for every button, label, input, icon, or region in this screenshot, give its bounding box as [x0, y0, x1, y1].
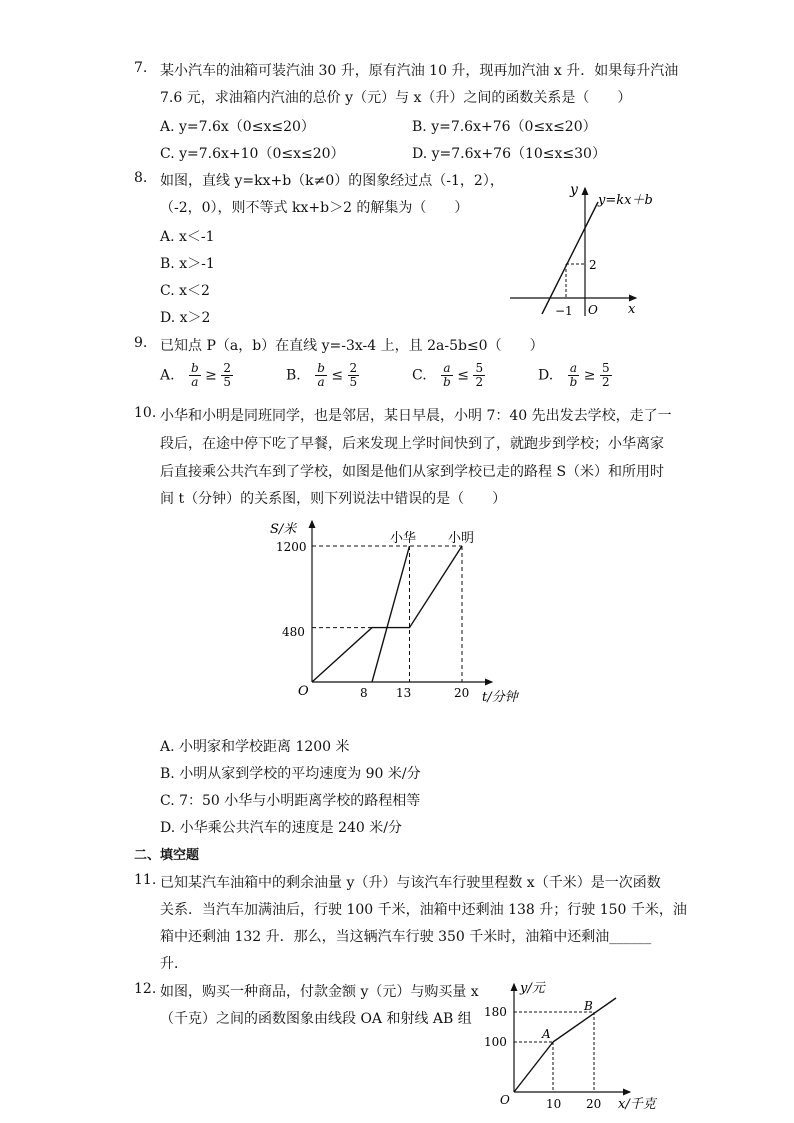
q9-option-a-label: A. — [160, 367, 175, 384]
q10-x-tick-8: 8 — [360, 686, 368, 700]
q12-number: 12. — [134, 981, 157, 997]
q10-option-b: B. 小明从家到学校的平均速度为 90 米/分 — [160, 766, 421, 782]
q9-option-a-relation: ≥ — [205, 367, 217, 384]
q10-stem-line1: 小华和小明是同班同学，也是邻居，某日早晨，小明 7：40 先出发去学校，走了一 — [160, 408, 672, 424]
section-title-fill-in: 二、填空题 — [134, 848, 200, 863]
q8-y-label: y — [570, 182, 578, 198]
q10-stem-line3: 后直接乘公共汽车到了学校，如图是他们从家到学校已走的路程 S（米）和所用时 — [160, 464, 665, 480]
q9-option-d-left-fraction: $\frac{a}{b}$ — [569, 361, 578, 389]
q9-option-b-right-fraction: $\frac{2}{5}$ — [349, 361, 358, 389]
q9-stem: 已知点 P（a，b）在直线 y=-3x-4 上，且 2a-5b≤0（ ） — [160, 338, 544, 354]
q9-option-b — [286, 362, 359, 389]
q7-option-d: D. y=7.6x+76（10≤x≤30） — [412, 146, 606, 162]
q12-y-tick-100: 100 — [484, 1035, 507, 1049]
q10-y-tick-480: 480 — [282, 625, 305, 639]
q8-stem-line1: 如图，直线 y=kx+b（k≠0）的图象经过点（-1，2）， — [160, 173, 504, 189]
q9-option-c-label: C. — [412, 367, 427, 384]
q7-number: 7. — [134, 60, 148, 76]
q7-option-c: C. y=7.6x+10（0≤x≤20） — [160, 146, 345, 162]
q12-origin: O — [500, 1093, 510, 1107]
q12-stem-line1: 如图，购买一种商品，付款金额 y（元）与购买量 x — [160, 984, 479, 1000]
q10-x-axis-label: t/分钟 — [482, 690, 518, 705]
q8-option-b: B. x＞-1 — [160, 256, 215, 272]
q10-y-axis-label: S/米 — [270, 522, 297, 537]
q12-x-tick-10: 10 — [546, 1097, 562, 1111]
q12-segment-oa — [514, 1042, 553, 1092]
q9-option-d — [538, 362, 612, 389]
q9-option-a-right-fraction: $\frac{2}{5}$ — [223, 361, 231, 389]
q12-payment-graph — [478, 978, 668, 1118]
q9-option-a-left-fraction: $\frac{b}{a}$ — [191, 361, 199, 389]
q9-option-c — [412, 362, 485, 389]
q8-option-a: A. x＜-1 — [160, 229, 215, 245]
q9-number: 9. — [134, 335, 148, 351]
q11-stem-line4: 升． — [160, 956, 188, 972]
q8-option-d: D. x＞2 — [160, 310, 211, 326]
q10-number: 10. — [134, 405, 157, 421]
q10-origin: O — [298, 684, 309, 699]
q7-stem-line2: 7.6 元，求油箱内汽油的总价 y（元）与 x（升）之间的函数关系是（ ） — [160, 90, 632, 106]
q8-origin: O — [588, 303, 598, 317]
q11-number: 11. — [134, 872, 157, 888]
q12-point-a-label: A — [542, 1027, 551, 1041]
q12-x-axis-label: x/千克 — [618, 1097, 656, 1112]
q10-distance-time-chart — [262, 515, 542, 715]
q11-stem-line2: 关系．当汽车加满油后，行驶 100 千米，油箱中还剩油 138 升；行驶 150 千米，油 — [160, 902, 687, 918]
q9-option-a — [160, 362, 233, 389]
q10-x-tick-13: 13 — [396, 686, 412, 700]
q9-option-b-left-fraction: $\frac{b}{a}$ — [317, 361, 325, 389]
q9-option-d-right-fraction: $\frac{5}{2}$ — [601, 361, 610, 389]
q8-tick-x: −1 — [555, 304, 573, 318]
q10-series-line-xiaoming — [312, 546, 462, 682]
q10-stem-line2: 段后，在途中停下吃了早餐，后来发现上学时间快到了，就跑步到学校；小华离家 — [160, 436, 664, 452]
q11-stem-line1: 已知某汽车油箱中的剩余油量 y（升）与该汽车行驶里程数 x（千米）是一次函数 — [160, 875, 661, 891]
q8-tick-y: 2 — [589, 258, 597, 272]
q12-x-tick-20: 20 — [586, 1097, 602, 1111]
q8-line-graph — [500, 178, 670, 318]
q10-series-line-xiaohua — [372, 546, 410, 682]
q7-stem-line1: 某小汽车的油箱可装汽油 30 升，原有汽油 10 升，现再加汽油 x 升．如果每升汽油 — [160, 63, 679, 79]
q11-stem-line3: 箱中还剩油 132 升．那么，当这辆汽车行驶 350 千米时，油箱中还剩油______ — [160, 929, 652, 945]
q10-option-d: D. 小华乘公共汽车的速度是 240 米/分 — [160, 820, 402, 836]
q10-option-a: A. 小明家和学校距离 1200 米 — [160, 739, 350, 755]
q9-option-b-label: B. — [286, 367, 301, 384]
q9-option-d-relation: ≥ — [583, 367, 596, 384]
q7-option-a: A. y=7.6x（0≤x≤20） — [160, 119, 315, 135]
q9-option-c-left-fraction: $\frac{a}{b}$ — [443, 361, 451, 389]
q9-option-c-right-fraction: $\frac{5}{2}$ — [475, 361, 484, 389]
q10-x-tick-20: 20 — [454, 686, 470, 700]
q12-y-tick-180: 180 — [484, 1005, 507, 1019]
q8-number: 8. — [134, 170, 148, 186]
q8-option-c: C. x＜2 — [160, 283, 210, 299]
q10-label-xiaoming: 小明 — [448, 531, 475, 546]
q10-option-c: C. 7：50 小华与小明距离学校的路程相等 — [160, 793, 421, 809]
q8-x-label: x — [628, 302, 636, 317]
q12-stem-line2: （千克）之间的函数图象由线段 OA 和射线 AB 组 — [160, 1011, 472, 1027]
q12-point-b-label: B — [584, 999, 593, 1013]
q8-line-label: y=kx＋b — [598, 193, 653, 208]
q7-option-b: B. y=7.6x+76（0≤x≤20） — [412, 119, 597, 135]
q8-stem-line2: （-2，0），则不等式 kx+b＞2 的解集为（ ） — [160, 200, 469, 216]
q10-label-xiaohua: 小华 — [390, 531, 417, 546]
q12-y-axis-label: y/元 — [520, 981, 545, 996]
q9-option-d-label: D. — [538, 367, 554, 384]
q10-y-tick-1200: 1200 — [276, 540, 307, 554]
q10-stem-line4: 间 t（分钟）的关系图，则下列说法中错误的是（ ） — [160, 491, 507, 507]
q9-option-c-relation: ≤ — [457, 367, 469, 384]
q9-option-b-relation: ≤ — [331, 367, 344, 384]
